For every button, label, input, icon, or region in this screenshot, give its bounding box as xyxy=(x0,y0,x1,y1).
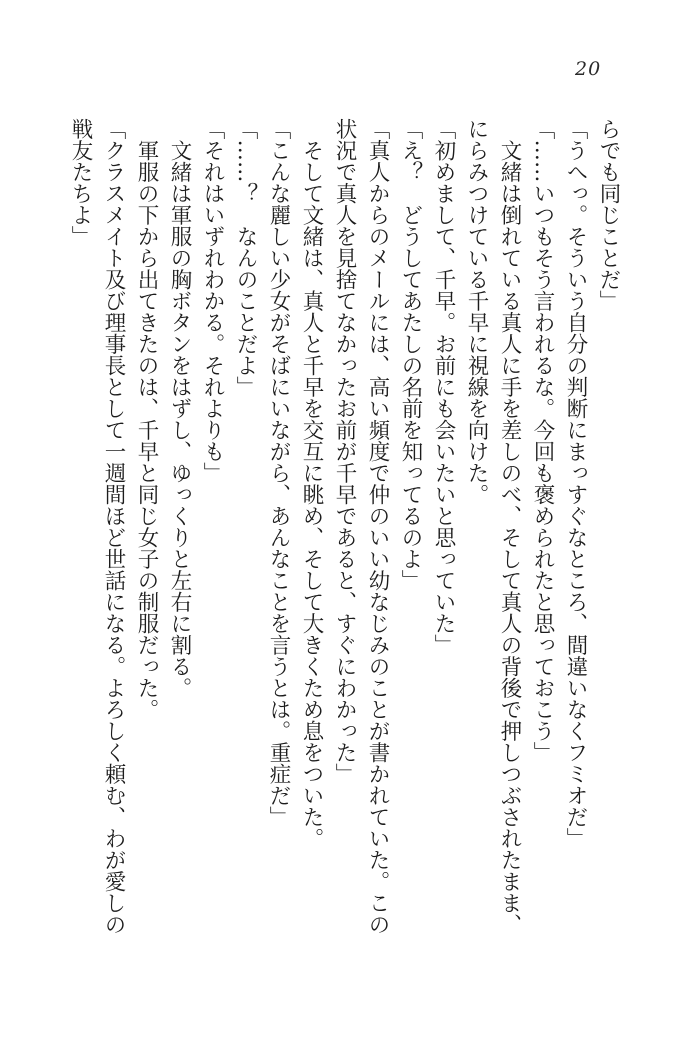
text-line: らでも同じことだ」 xyxy=(596,118,621,312)
text-line: 文緒は軍服の胸ボタンをはずし、ゆっくりと左右に割る。 xyxy=(167,118,192,699)
text-line: 軍服の下から出てきたのは、千早と同じ女子の制服だった。 xyxy=(134,118,159,720)
text-line: 文緒は倒れている真人に手を差しのべ、そして真人の背後で押しつぶされたまま、 xyxy=(497,118,522,935)
text-line: 「うへっ。そういう自分の判断にまっすぐなところ、間違いなくフミオだ」 xyxy=(563,118,588,849)
text-line: 「え？ どうしてあたしの名前を知ってるのよ」 xyxy=(398,118,423,591)
text-line: そして文緒は、真人と千早を交互に眺め、そして大きくため息をついた。 xyxy=(299,118,324,849)
text-line: 「クラスメイト及び理事長として一週間ほど世話になる。よろしく頼む、わが愛しの xyxy=(101,118,126,935)
text-line: 「……いつもそう言われるな。今回も褒められたと思っておこう」 xyxy=(530,118,555,763)
page-number: 20 xyxy=(575,58,602,80)
text-line: 「真人からのメールには、高い頻度で仲のいい幼なじみのことが書かれていた。この xyxy=(365,118,390,935)
text-line: 「こんな麗しい少女がそばにいながら、あんなことを言うとは。重症だ」 xyxy=(266,118,291,828)
text-line: 「初めまして、千早。お前にも会いたいと思っていた」 xyxy=(431,118,456,656)
text-line: にらみつけている千早に視線を向けた。 xyxy=(464,118,489,505)
text-line: 状況で真人を見捨てなかったお前が千早であると、すぐにわかった」 xyxy=(332,118,357,785)
text-line: 戦友たちよ」 xyxy=(68,118,93,247)
text-line: 「それはいずれわかる。それよりも」 xyxy=(200,118,225,484)
text-line: 「……？ なんのことだよ」 xyxy=(233,118,258,398)
